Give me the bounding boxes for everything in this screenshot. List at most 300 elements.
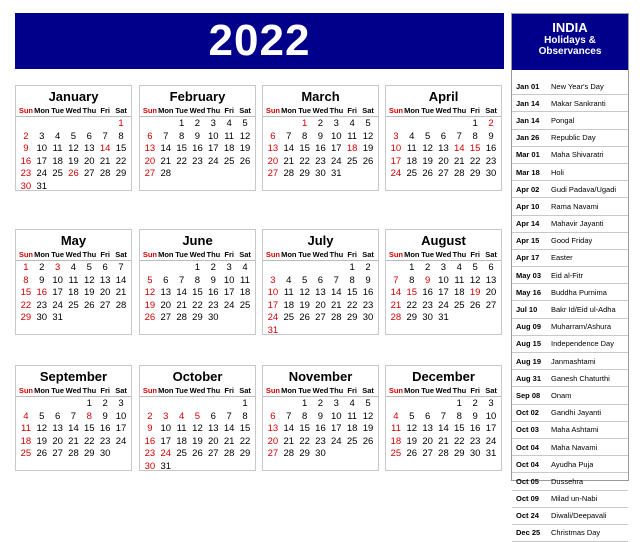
weekday-label: Fri: [347, 106, 358, 115]
day-cell: 4: [456, 262, 462, 273]
day-cell: 31: [267, 324, 279, 336]
day-cell: 24: [36, 168, 48, 180]
day-cell: 7: [456, 130, 462, 142]
day-grid: [263, 397, 378, 461]
day-cell: 27: [267, 448, 279, 460]
weekday-label: Sat: [362, 106, 374, 115]
day-cell: 21: [331, 299, 342, 311]
day-cell: 16: [20, 155, 32, 167]
month-name: October: [172, 369, 223, 384]
day-cell: 25: [390, 448, 402, 460]
weekday-label: Thu: [329, 386, 344, 395]
day-cell: 10: [331, 130, 342, 142]
weekday-label: Mon: [158, 386, 174, 395]
day-cell: 20: [267, 155, 279, 167]
day-cell: 28: [454, 168, 465, 180]
day-cell: 18: [283, 299, 295, 311]
empty-cell: [174, 398, 190, 411]
day-cell: 14: [331, 287, 342, 299]
day-cell: 18: [20, 435, 32, 447]
holiday-date: Aug 19: [516, 356, 542, 366]
day-cell: 3: [333, 398, 339, 409]
weekday-label: Wed: [435, 106, 452, 115]
weekday-header: [386, 385, 501, 397]
day-cell: 14: [223, 423, 235, 435]
weekday-label: Wed: [65, 250, 82, 259]
holiday-date: Apr 15: [516, 236, 540, 246]
day-cell: 21: [68, 435, 79, 447]
day-cell: 9: [147, 423, 153, 435]
day-cell: 30: [315, 168, 326, 180]
day-cell: 13: [485, 274, 497, 286]
day-cell: 26: [192, 448, 203, 460]
day-cell: 17: [208, 143, 219, 155]
holiday-row: [512, 370, 628, 387]
day-cell: 1: [242, 398, 248, 409]
day-cell: 17: [160, 435, 172, 447]
day-cell: 15: [454, 423, 465, 435]
day-cell: 12: [36, 423, 48, 435]
day-cell: 30: [36, 312, 48, 324]
day-cell: 6: [488, 262, 494, 273]
weekday-label: Sat: [362, 386, 374, 395]
weekday-label: Sat: [485, 250, 497, 259]
weekday-label: Tue: [51, 386, 65, 395]
day-cell: 22: [454, 435, 465, 447]
day-cell: 25: [346, 155, 358, 167]
empty-cell: [404, 118, 420, 131]
day-cell: 2: [472, 398, 478, 409]
day-cell: 25: [239, 299, 251, 311]
weekday-header: [16, 249, 131, 261]
day-cell: 23: [144, 448, 156, 460]
empty-cell: [436, 398, 452, 411]
holiday-date: Apr 17: [516, 253, 540, 263]
day-cell: 19: [422, 155, 433, 167]
day-cell: 29: [299, 168, 310, 180]
holiday-date: Oct 04: [516, 459, 539, 469]
holiday-name: Mahavir Jayanti: [551, 219, 604, 229]
day-cell: 3: [226, 262, 232, 273]
day-cell: 16: [144, 435, 156, 447]
day-cell: 29: [239, 448, 251, 460]
day-cell: 23: [485, 155, 497, 167]
holiday-row: [512, 387, 628, 404]
day-cell: 7: [118, 262, 124, 273]
weekday-header: [263, 105, 378, 117]
day-cell: 22: [176, 155, 187, 167]
day-cell: 10: [36, 143, 48, 155]
day-cell: 26: [68, 168, 79, 180]
weekday-label: Sat: [239, 106, 251, 115]
day-cell: 1: [349, 262, 355, 273]
day-cell: 2: [488, 118, 494, 129]
day-cell: 17: [331, 423, 342, 435]
day-cell: 16: [192, 143, 203, 155]
day-cell: 13: [208, 423, 219, 435]
day-cell: 30: [144, 460, 156, 472]
holiday-name: Milad un-Nabi: [551, 494, 598, 504]
day-cell: 28: [283, 168, 295, 180]
month-calendar: [15, 85, 132, 191]
day-cell: 28: [176, 312, 187, 324]
month-calendar: [262, 85, 379, 191]
day-cell: 19: [192, 435, 203, 447]
holiday-name: Diwali/Deepavali: [551, 511, 607, 521]
empty-cell: [158, 118, 174, 131]
month-calendar: [385, 85, 502, 191]
day-cell: 27: [99, 299, 111, 311]
day-cell: 30: [315, 448, 326, 460]
day-cell: 6: [440, 130, 447, 142]
day-cell: 15: [176, 143, 187, 155]
holiday-date: Jul 10: [516, 305, 538, 315]
weekday-label: Fri: [470, 250, 481, 259]
day-cell: 1: [301, 398, 308, 409]
day-grid: [16, 117, 131, 194]
weekday-label: Thu: [82, 106, 97, 115]
day-cell: 6: [147, 130, 153, 142]
day-cell: 14: [438, 423, 449, 435]
day-cell: 22: [84, 435, 95, 447]
month-calendar: [139, 229, 256, 335]
holiday-date: Jan 26: [516, 133, 540, 143]
month-calendar: [262, 229, 379, 335]
holiday-name: Janmashtami: [551, 356, 596, 366]
day-cell: 10: [52, 274, 63, 286]
weekday-label: Sun: [265, 250, 281, 259]
holiday-row: [512, 112, 628, 129]
day-cell: 12: [362, 410, 374, 422]
weekday-label: Tue: [175, 386, 189, 395]
day-cell: 27: [485, 299, 497, 311]
weekday-label: Fri: [347, 386, 358, 395]
month-name: August: [421, 233, 466, 248]
month-name: May: [60, 233, 87, 248]
empty-cell: [388, 398, 404, 411]
day-cell: 8: [456, 410, 462, 422]
day-cell: 2: [365, 262, 371, 273]
day-cell: 20: [438, 155, 449, 167]
holiday-date: Apr 10: [516, 201, 540, 211]
day-cell: 12: [406, 423, 418, 435]
weekday-label: Fri: [470, 386, 481, 395]
holiday-date: Aug 15: [516, 339, 542, 349]
day-cell: 26: [84, 299, 95, 311]
day-cell: 16: [208, 287, 219, 299]
day-cell: 8: [472, 130, 478, 142]
empty-cell: [221, 398, 237, 411]
holiday-row: [512, 181, 628, 198]
day-cell: 30: [469, 448, 481, 460]
month-calendar: [139, 365, 256, 471]
day-cell: 22: [239, 435, 251, 447]
day-cell: 18: [346, 143, 358, 155]
day-cell: 7: [333, 274, 339, 286]
holiday-name: Buddha Purnima: [551, 287, 607, 297]
empty-cell: [297, 262, 313, 275]
day-cell: 10: [485, 410, 497, 422]
day-cell: 9: [39, 274, 45, 286]
day-cell: 7: [226, 410, 232, 422]
day-cell: 29: [115, 168, 127, 180]
weekday-label: Thu: [82, 386, 97, 395]
day-cell: 19: [84, 287, 95, 299]
empty-cell: [190, 398, 206, 411]
day-cell: 30: [208, 312, 219, 324]
empty-cell: [18, 398, 34, 411]
day-cell: 29: [469, 168, 481, 180]
day-cell: 5: [39, 410, 45, 422]
holiday-name: Rama Navami: [551, 201, 599, 211]
weekday-label: Mon: [34, 386, 50, 395]
day-cell: 22: [469, 155, 481, 167]
day-cell: 24: [115, 435, 127, 447]
weekday-label: Fri: [224, 250, 235, 259]
day-cell: 24: [52, 299, 63, 311]
holiday-date: Mar 18: [516, 167, 540, 177]
empty-cell: [388, 118, 404, 131]
day-cell: 11: [454, 274, 465, 286]
day-cell: 22: [406, 299, 418, 311]
day-cell: 11: [240, 274, 250, 286]
day-cell: 25: [454, 299, 465, 311]
sidebar-title: INDIA: [552, 20, 588, 35]
day-cell: 23: [208, 299, 219, 311]
weekday-label: Tue: [421, 250, 435, 259]
empty-cell: [281, 262, 297, 275]
weekday-label: Thu: [82, 250, 97, 259]
empty-cell: [66, 398, 82, 411]
holiday-row: [512, 147, 628, 164]
day-cell: 26: [239, 155, 251, 167]
day-cell: 27: [315, 312, 326, 324]
day-cell: 12: [84, 274, 95, 286]
day-cell: 11: [347, 410, 358, 422]
day-cell: 10: [208, 130, 219, 142]
day-cell: 5: [424, 130, 431, 142]
day-cell: 24: [390, 168, 402, 180]
holiday-name: Muharram/Ashura: [551, 322, 612, 332]
holiday-row: [512, 233, 628, 250]
day-cell: 23: [99, 435, 111, 447]
empty-cell: [451, 118, 467, 131]
empty-cell: [34, 118, 50, 131]
empty-cell: [388, 262, 404, 275]
weekday-header: [16, 385, 131, 397]
day-cell: 9: [23, 143, 29, 155]
day-cell: 14: [68, 423, 79, 435]
weekday-label: Tue: [51, 250, 65, 259]
holiday-name: Ayudha Puja: [551, 459, 594, 469]
weekday-label: Fri: [224, 386, 235, 395]
empty-cell: [142, 398, 158, 411]
holiday-name: Easter: [551, 253, 573, 263]
holiday-row: [512, 78, 628, 95]
day-cell: 4: [226, 118, 232, 129]
holiday-row: [512, 491, 628, 508]
weekday-label: Sun: [388, 386, 404, 395]
day-cell: 26: [36, 448, 48, 460]
holiday-name: Good Friday: [551, 236, 593, 246]
day-cell: 14: [283, 143, 295, 155]
day-cell: 20: [267, 435, 279, 447]
day-cell: 11: [406, 143, 417, 155]
day-cell: 18: [239, 287, 251, 299]
day-cell: 18: [68, 287, 79, 299]
empty-cell: [404, 398, 420, 411]
weekday-label: Sat: [362, 250, 374, 259]
holiday-date: Sep 08: [516, 390, 541, 400]
day-cell: 8: [86, 410, 92, 422]
day-grid: [263, 261, 378, 338]
day-cell: 1: [86, 398, 92, 409]
month-calendar: [139, 85, 256, 191]
empty-cell: [265, 118, 281, 131]
day-cell: 31: [438, 312, 449, 324]
day-cell: 4: [54, 130, 61, 142]
day-cell: 30: [99, 448, 111, 460]
day-cell: 11: [283, 287, 294, 299]
day-cell: 13: [84, 143, 95, 155]
holiday-row: [512, 250, 628, 267]
day-cell: 13: [52, 423, 63, 435]
weekday-label: Wed: [312, 106, 329, 115]
day-cell: 13: [144, 143, 156, 155]
month-name: March: [301, 89, 340, 104]
day-cell: 3: [163, 410, 169, 422]
day-cell: 5: [194, 410, 201, 422]
weekday-label: Thu: [329, 106, 344, 115]
day-cell: 10: [438, 274, 449, 286]
weekday-label: Sun: [18, 386, 34, 395]
day-cell: 5: [70, 130, 77, 142]
day-cell: 1: [409, 262, 415, 273]
day-cell: 4: [349, 398, 355, 409]
holiday-row: [512, 353, 628, 370]
day-cell: 2: [210, 262, 216, 273]
day-cell: 16: [315, 423, 326, 435]
day-cell: 26: [144, 312, 156, 324]
day-cell: 11: [52, 143, 63, 155]
weekday-label: Mon: [404, 250, 420, 259]
weekday-header: [386, 105, 501, 117]
weekday-label: Mon: [158, 106, 174, 115]
holiday-row: [512, 130, 628, 147]
day-cell: 18: [346, 423, 358, 435]
holiday-name: Makar Sankranti: [551, 98, 606, 108]
day-cell: 6: [102, 262, 108, 273]
holiday-date: Oct 04: [516, 442, 539, 452]
day-cell: 15: [406, 287, 418, 299]
day-cell: 15: [299, 423, 310, 435]
weekday-label: Thu: [206, 386, 221, 395]
empty-cell: [18, 118, 34, 131]
day-cell: 5: [86, 262, 92, 273]
holiday-date: May 16: [516, 287, 542, 297]
weekday-label: Sun: [142, 106, 158, 115]
day-cell: 16: [422, 287, 433, 299]
empty-cell: [158, 262, 174, 275]
day-cell: 23: [192, 155, 203, 167]
day-cell: 20: [52, 435, 63, 447]
empty-cell: [34, 398, 50, 411]
empty-cell: [142, 118, 158, 131]
day-cell: 3: [440, 262, 447, 273]
holiday-date: Jan 14: [516, 98, 540, 108]
day-cell: 6: [424, 410, 431, 422]
day-cell: 27: [422, 448, 433, 460]
holiday-row: [512, 473, 628, 490]
holiday-name: Onam: [551, 390, 572, 400]
weekday-label: Mon: [404, 106, 420, 115]
day-cell: 21: [390, 299, 402, 311]
day-cell: 31: [52, 312, 63, 324]
day-cell: 8: [301, 410, 308, 422]
weekday-label: Fri: [100, 106, 111, 115]
day-cell: 21: [283, 155, 295, 167]
day-cell: 13: [160, 287, 172, 299]
day-cell: 1: [178, 118, 185, 129]
day-cell: 1: [118, 118, 124, 129]
weekday-label: Wed: [189, 250, 206, 259]
day-cell: 26: [362, 155, 374, 167]
day-cell: 26: [422, 168, 433, 180]
day-cell: 19: [36, 435, 48, 447]
weekday-label: Mon: [281, 386, 297, 395]
day-grid: [16, 397, 131, 461]
day-cell: 22: [115, 155, 127, 167]
empty-cell: [66, 118, 82, 131]
day-cell: 3: [333, 118, 339, 129]
weekday-label: Sun: [18, 106, 34, 115]
day-cell: 11: [347, 130, 358, 142]
day-cell: 13: [99, 274, 111, 286]
day-cell: 5: [365, 398, 371, 409]
weekday-label: Mon: [158, 250, 174, 259]
day-cell: 16: [469, 423, 481, 435]
day-cell: 17: [52, 287, 63, 299]
month-calendar: [262, 365, 379, 471]
day-cell: 11: [390, 423, 401, 435]
day-cell: 11: [20, 423, 31, 435]
holiday-name: Ganesh Chaturthi: [551, 373, 610, 383]
day-cell: 7: [286, 130, 292, 142]
day-cell: 21: [160, 155, 172, 167]
day-cell: 24: [208, 155, 219, 167]
holiday-name: Dussehra: [551, 476, 584, 486]
weekday-label: Sat: [485, 386, 497, 395]
day-cell: 21: [115, 287, 127, 299]
weekday-label: Fri: [347, 250, 358, 259]
day-cell: 13: [267, 143, 279, 155]
weekday-label: Mon: [34, 106, 50, 115]
day-cell: 7: [286, 410, 292, 422]
empty-cell: [436, 118, 452, 131]
day-cell: 29: [454, 448, 465, 460]
empty-cell: [81, 118, 97, 131]
day-cell: 9: [102, 410, 108, 422]
day-cell: 6: [270, 410, 276, 422]
day-cell: 29: [406, 312, 418, 324]
weekday-label: Tue: [298, 106, 312, 115]
month-name: December: [412, 369, 475, 384]
empty-cell: [97, 118, 113, 131]
day-cell: 2: [39, 262, 45, 273]
day-cell: 1: [456, 398, 462, 409]
day-cell: 27: [84, 168, 95, 180]
weekday-label: Fri: [100, 250, 111, 259]
